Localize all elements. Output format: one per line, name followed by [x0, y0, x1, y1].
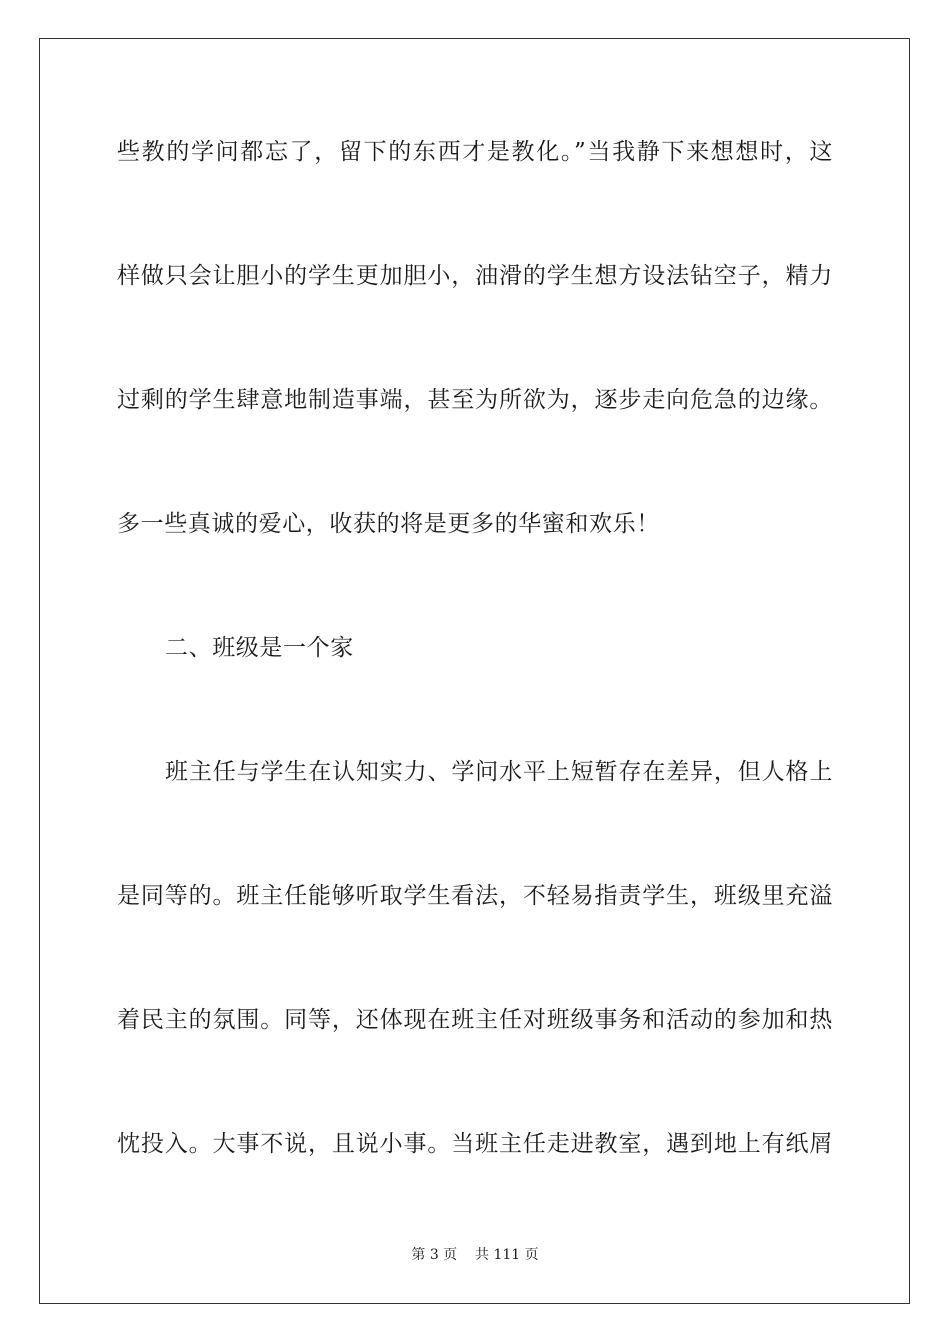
section-heading: 二、班级是一个家 [165, 635, 354, 661]
body-text-line-2: 样做只会让胆小的学生更加胆小，油滑的学生想方设法钻空子，精力 [117, 263, 833, 289]
body-text-line-7: 是同等的。班主任能够听取学生看法，不轻易指责学生，班级里充溢 [117, 883, 833, 909]
body-text-line-6: 班主任与学生在认知实力、学问水平上短暂存在差异，但人格上 [165, 759, 833, 785]
page-total: 共 111 页 [475, 1247, 539, 1263]
page-frame [39, 38, 910, 1304]
body-text-line-1: 些教的学问都忘了，留下的东西才是教化。”当我静下来想想时，这 [117, 139, 833, 165]
page-number: 第 3 页 [411, 1247, 458, 1263]
body-text-line-9: 忱投入。大事不说，且说小事。当班主任走进教室，遇到地上有纸屑 [117, 1131, 833, 1157]
body-text-line-4: 多一些真诚的爱心，收获的将是更多的华蜜和欢乐！ [117, 511, 660, 537]
body-text-line-3: 过剩的学生肆意地制造事端，甚至为所欲为，逐步走向危急的边缘。 [117, 387, 833, 413]
page-footer [0, 1246, 950, 1264]
body-text-line-8: 着民主的氛围。同等，还体现在班主任对班级事务和活动的参加和热 [117, 1007, 833, 1033]
